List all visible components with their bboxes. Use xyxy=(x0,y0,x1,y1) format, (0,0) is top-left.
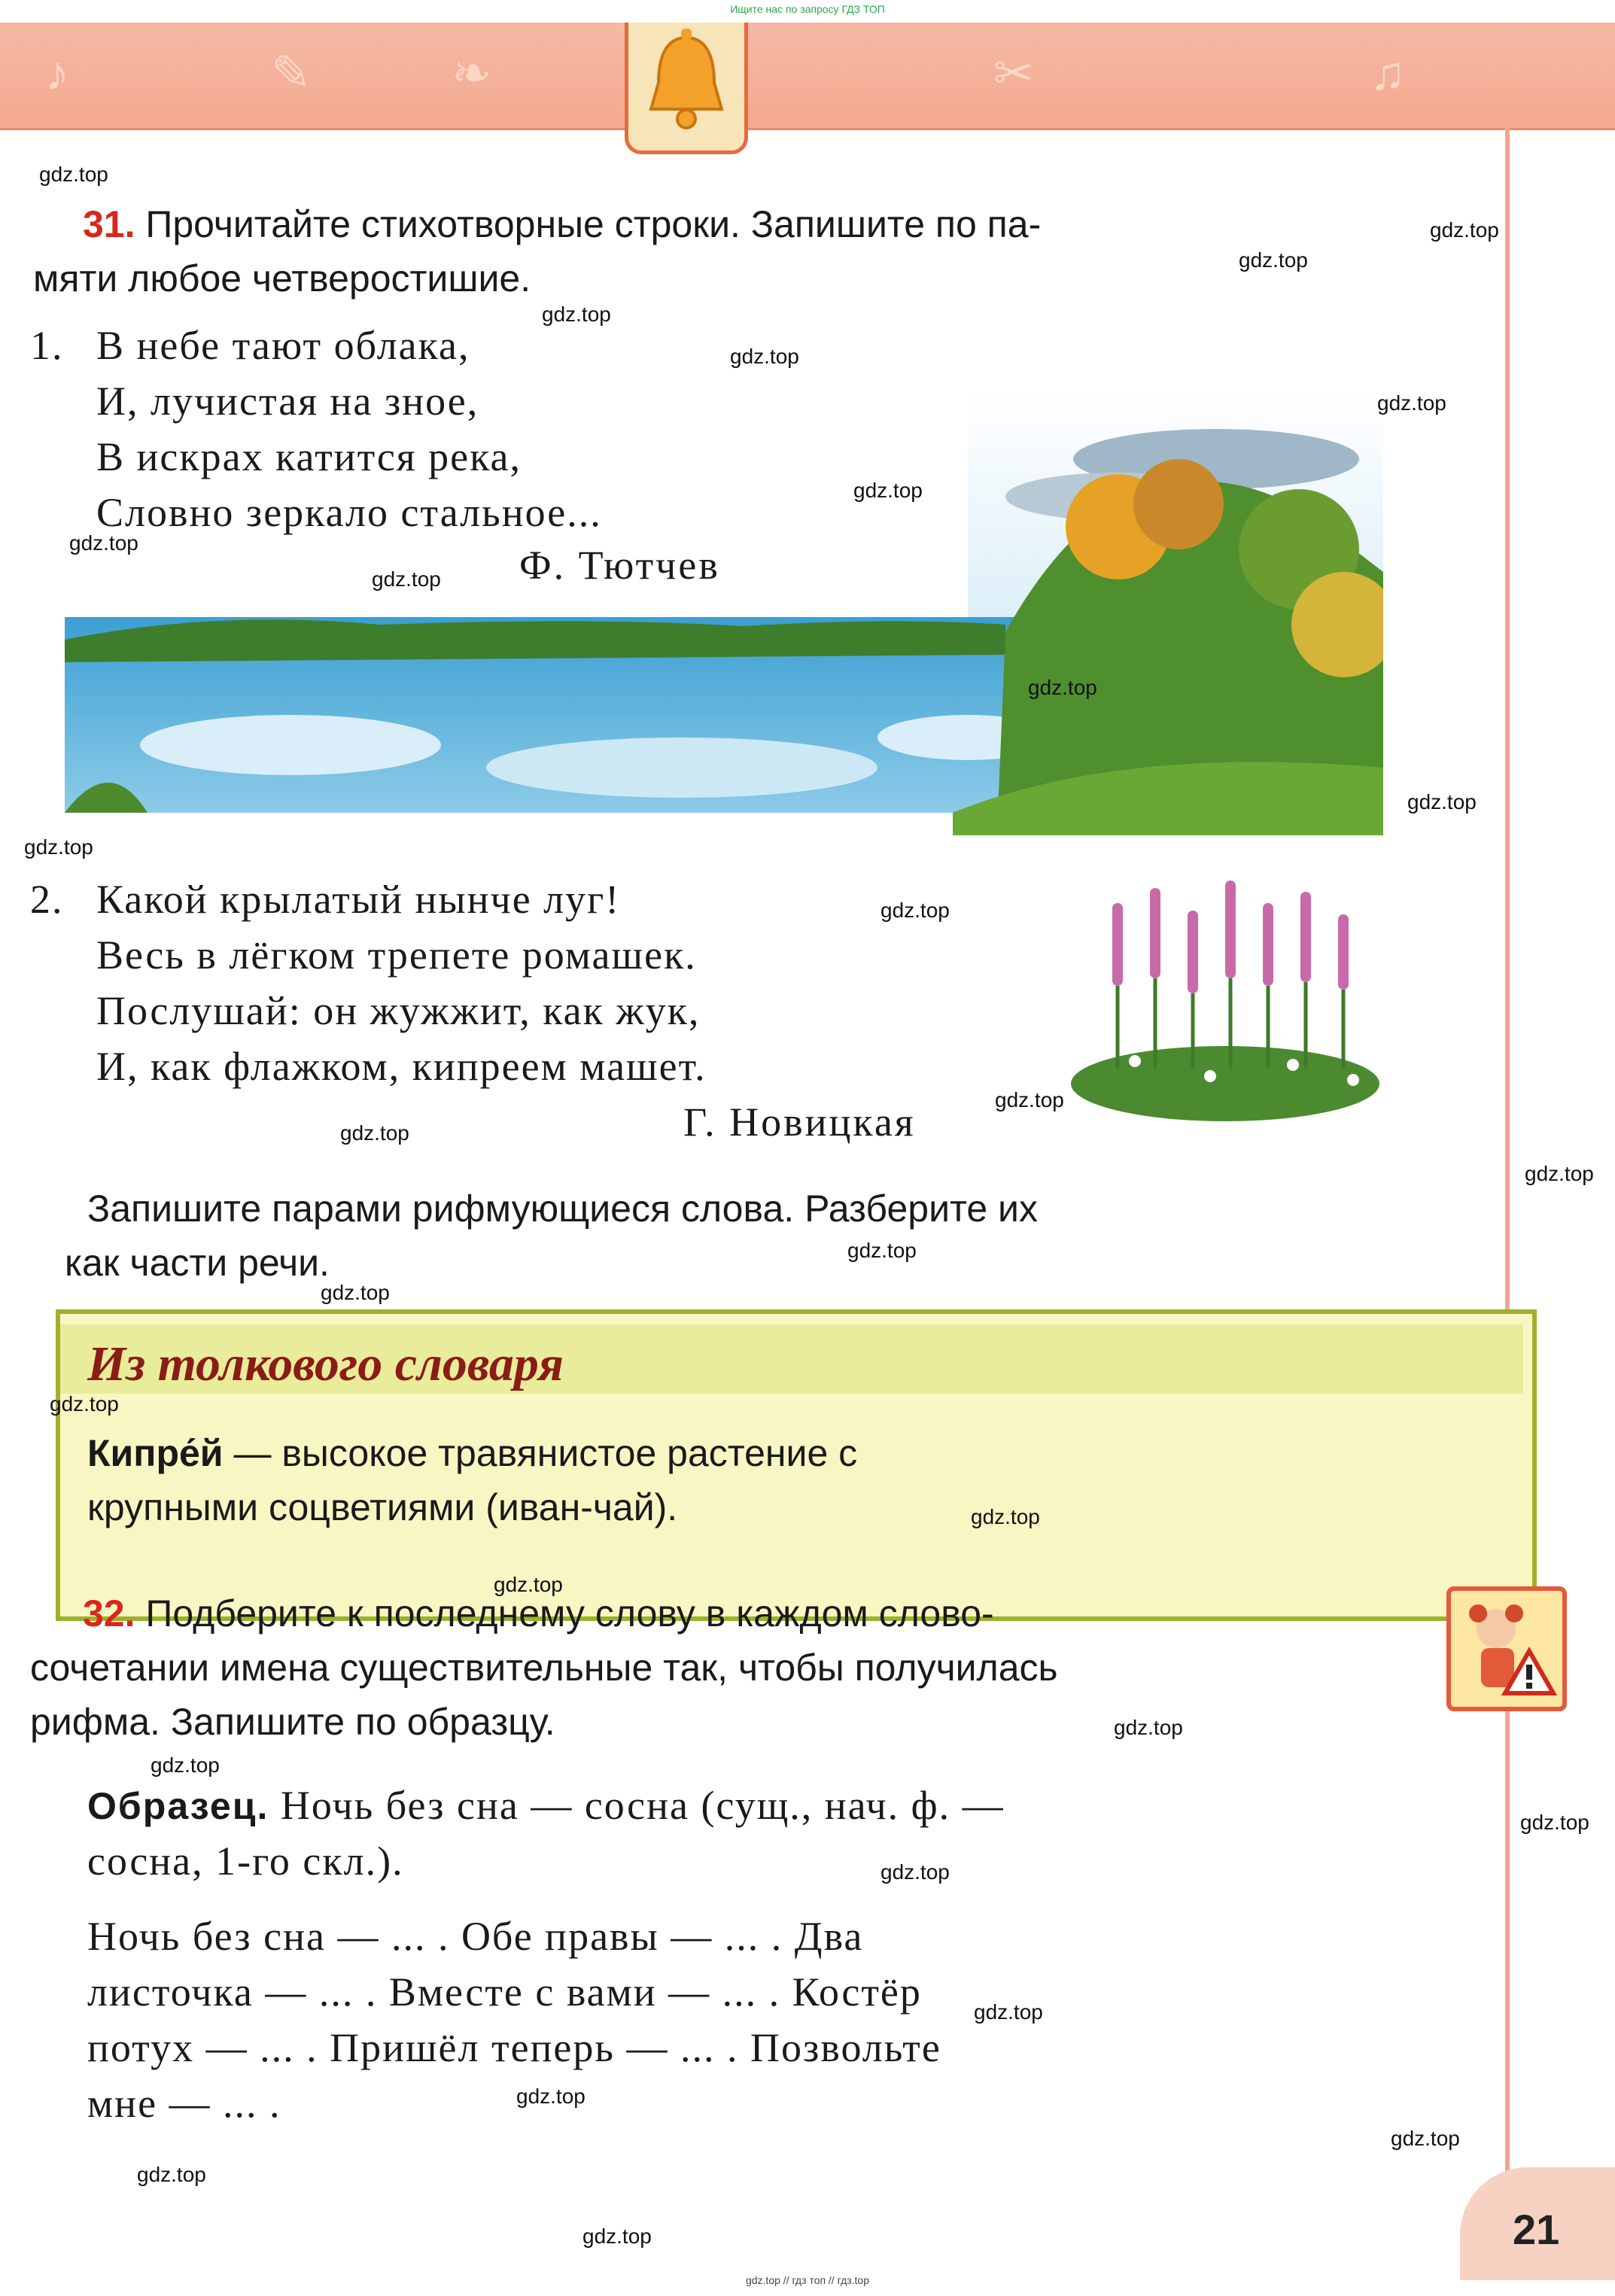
exercise-line: Ночь без сна — ... . Обе правы — ... . Два xyxy=(87,1914,864,1959)
watermark: gdz.top xyxy=(730,345,799,368)
watermark: gdz.top xyxy=(39,163,108,186)
task-32-number: 32. xyxy=(83,1592,135,1635)
task-31-number: 31. xyxy=(83,203,135,245)
poem-line: Послушай: он жужжит, как жук, xyxy=(96,988,701,1033)
exercise-block xyxy=(87,1908,1389,2131)
task-31-instruction-line1: Прочитайте стихотворные строки. Запишите по па- xyxy=(145,203,1042,245)
page-number: 21 xyxy=(1513,2206,1560,2253)
task-32-line3: рифма. Запишите по образцу. xyxy=(30,1701,555,1743)
watermark: gdz.top xyxy=(853,479,923,502)
dictionary-entry-line1 xyxy=(87,1426,857,1480)
watermark: gdz.top xyxy=(582,2225,652,2248)
watermark: gdz.top xyxy=(372,567,441,591)
watermark: gdz.top xyxy=(1525,1162,1594,1185)
poem-line: И, лучистая на зное, xyxy=(96,379,479,424)
bottom-note: gdz.top // гдз топ // гдз.top xyxy=(745,2274,870,2286)
exercise-line: листочка — ... . Вместе с вами — ... . Костёр xyxy=(87,1969,922,2015)
watermark: gdz.top xyxy=(880,899,950,922)
watermark: gdz.top xyxy=(1520,1811,1589,1834)
poem-line: Весь в лёгком трепете ромашек. xyxy=(96,932,697,978)
watermark: gdz.top xyxy=(1028,676,1097,699)
task-32-instruction: Подберите к последнему слову в каждом слово- xyxy=(145,1592,994,1635)
dictionary-term: Кипре́й xyxy=(87,1432,224,1474)
watermark: gdz.top xyxy=(340,1121,409,1145)
fireweed-illustration xyxy=(1067,873,1383,1121)
attention-icon xyxy=(1446,1586,1567,1711)
leaf-icon: ❧ xyxy=(452,46,492,100)
watermark: gdz.top xyxy=(880,1860,950,1884)
watermark: gdz.top xyxy=(542,303,611,326)
watermark: gdz.top xyxy=(137,2163,206,2186)
scissors-icon: ✂ xyxy=(993,46,1034,100)
top-banner xyxy=(0,23,1615,130)
watermark: gdz.top xyxy=(24,835,93,859)
sample-label: Образец. xyxy=(87,1785,269,1827)
task-32-line2: сочетании имена существительные так, чтобы получилась xyxy=(30,1647,1058,1689)
exercise-line: мне — ... . xyxy=(87,2081,281,2126)
watermark: gdz.top xyxy=(69,531,138,555)
watermark: gdz.top xyxy=(50,1392,119,1416)
watermark: gdz.top xyxy=(1239,248,1308,272)
top-note: Ищите нас по запросу ГДЗ ТОП xyxy=(730,3,885,15)
poem-line: В небе тают облака, xyxy=(96,323,470,368)
task-31-instruction-line2: мяти любое четверостишие. xyxy=(33,257,531,300)
watermark: gdz.top xyxy=(151,1753,220,1777)
exercise-line: потух — ... . Пришёл теперь — ... . Позвольте xyxy=(87,2025,941,2070)
sample-text: Ночь без сна — сосна (сущ., нач. ф. — xyxy=(280,1783,1005,1828)
task-32-line1 xyxy=(83,1586,1385,1641)
poem-line: И, как флажком, кипреем машет. xyxy=(96,1044,707,1089)
girl-warning-icon xyxy=(1451,1591,1562,1707)
task-31-followup-line1: Запишите парами рифмующиеся слова. Разберите их xyxy=(87,1188,1038,1230)
watermark: gdz.top xyxy=(1430,218,1499,242)
bell-badge xyxy=(625,23,748,154)
poem-1-author: Ф. Тютчев xyxy=(519,543,720,588)
dictionary-title: Из толкового словаря xyxy=(87,1337,564,1391)
sample-line2: сосна, 1-го скл.). xyxy=(87,1838,404,1884)
watermark: gdz.top xyxy=(971,1505,1040,1528)
dictionary-definition: — высокое травянистое растение с xyxy=(233,1432,858,1474)
music-note-icon: ♪ xyxy=(45,46,69,100)
watermark: gdz.top xyxy=(1377,391,1446,415)
poem-2-number: 2. xyxy=(30,877,64,922)
watermark: gdz.top xyxy=(1391,2127,1460,2150)
sample-line1 xyxy=(87,1777,1389,1834)
watermark: gdz.top xyxy=(494,1573,563,1596)
bell-icon xyxy=(628,23,744,143)
task-31-instruction xyxy=(83,197,1392,251)
poem-1-number: 1. xyxy=(30,323,64,368)
dictionary-entry-line2: крупными соцветиями (иван-чай). xyxy=(87,1486,678,1528)
poem-2 xyxy=(96,871,707,1094)
watermark: gdz.top xyxy=(1407,790,1477,813)
poem-2-author: Г. Новицкая xyxy=(683,1099,916,1145)
music-notes-icon: ♫ xyxy=(1370,46,1406,100)
poem-line: В искрах катится река, xyxy=(96,434,522,479)
pencil-icon: ✎ xyxy=(271,46,312,100)
watermark: gdz.top xyxy=(516,2085,585,2108)
watermark: gdz.top xyxy=(974,2000,1043,2024)
watermark: gdz.top xyxy=(321,1281,390,1304)
watermark: gdz.top xyxy=(847,1239,917,1262)
poem-line: Словно зеркало стальное... xyxy=(96,490,602,535)
poem-line: Какой крылатый нынче луг! xyxy=(96,877,621,922)
watermark: gdz.top xyxy=(995,1088,1064,1112)
watermark: gdz.top xyxy=(1114,1716,1183,1739)
margin-rule xyxy=(1505,128,1510,2280)
lake-landscape-illustration xyxy=(65,391,1383,835)
task-31-followup-line2: как части речи. xyxy=(65,1242,330,1284)
